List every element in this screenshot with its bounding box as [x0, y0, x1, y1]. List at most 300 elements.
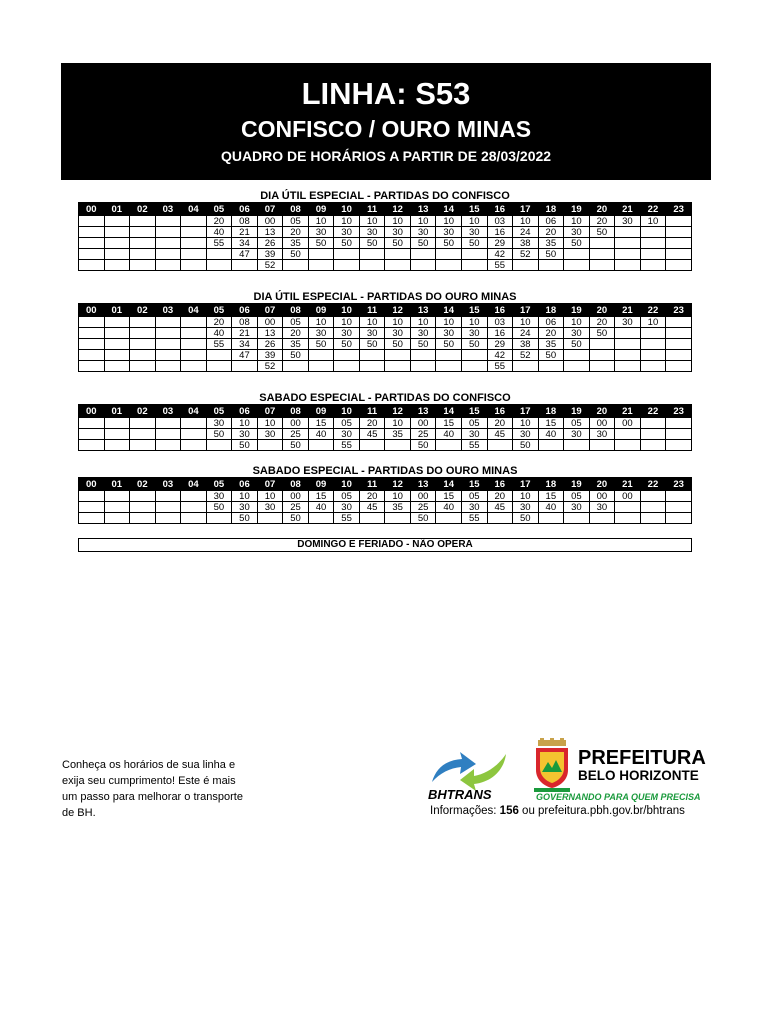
- departure-minute-cell: [640, 361, 666, 372]
- departure-minute-cell: 15: [436, 418, 462, 429]
- departure-minute-cell: 10: [513, 317, 539, 328]
- departure-minute-cell: [130, 227, 156, 238]
- departure-minute-cell: [308, 361, 334, 372]
- departure-minute-cell: 30: [334, 429, 360, 440]
- departure-minute-cell: [615, 339, 641, 350]
- hour-header-cell: 10: [334, 203, 360, 216]
- departure-minute-cell: [181, 418, 207, 429]
- hour-header-cell: 04: [181, 304, 207, 317]
- departure-minute-cell: [640, 350, 666, 361]
- departure-minute-cell: [436, 260, 462, 271]
- departure-minute-cell: 30: [564, 429, 590, 440]
- departure-minute-cell: 30: [461, 328, 487, 339]
- departure-minute-cell: 35: [538, 339, 564, 350]
- departure-minute-cell: 15: [436, 491, 462, 502]
- departure-minute-cell: [359, 260, 385, 271]
- departure-minute-cell: [359, 440, 385, 451]
- hour-header-cell: 08: [283, 478, 309, 491]
- departure-minute-cell: 20: [487, 491, 513, 502]
- hour-header-cell: 04: [181, 478, 207, 491]
- departure-minute-cell: [385, 361, 411, 372]
- departure-minute-cell: [308, 513, 334, 524]
- departure-minute-cell: [206, 350, 232, 361]
- hour-header-cell: 20: [589, 304, 615, 317]
- departure-minute-cell: [181, 227, 207, 238]
- departure-minute-cell: 26: [257, 238, 283, 249]
- departure-minute-cell: 10: [513, 418, 539, 429]
- departure-minute-cell: 50: [564, 339, 590, 350]
- departure-minute-cell: 00: [615, 418, 641, 429]
- hour-header-row: [79, 478, 692, 491]
- pbh-coat-of-arms-icon: [532, 738, 706, 802]
- footer-message-line: um passo para melhorar o transporte: [62, 791, 243, 803]
- departure-minute-cell: 10: [564, 317, 590, 328]
- departure-minute-cell: [181, 328, 207, 339]
- departure-minute-cell: [104, 513, 130, 524]
- departure-minute-cell: [359, 513, 385, 524]
- departure-minute-cell: [308, 249, 334, 260]
- departure-minute-cell: 05: [283, 216, 309, 227]
- table-row: [79, 440, 692, 451]
- departure-minute-cell: 20: [206, 216, 232, 227]
- departure-minute-cell: 10: [513, 491, 539, 502]
- departure-minute-cell: 55: [461, 440, 487, 451]
- departure-minute-cell: 06: [538, 216, 564, 227]
- departure-minute-cell: 05: [461, 418, 487, 429]
- departure-minute-cell: 15: [538, 491, 564, 502]
- departure-minute-cell: 55: [487, 260, 513, 271]
- departure-minute-cell: 10: [461, 216, 487, 227]
- departure-minute-cell: 30: [410, 227, 436, 238]
- departure-minute-cell: [385, 249, 411, 260]
- departure-minute-cell: [104, 361, 130, 372]
- departure-minute-cell: 30: [564, 227, 590, 238]
- departure-minute-cell: 30: [206, 418, 232, 429]
- departure-minute-cell: 20: [359, 418, 385, 429]
- departure-minute-cell: 50: [538, 249, 564, 260]
- table-row: [79, 491, 692, 502]
- departure-minute-cell: 10: [359, 317, 385, 328]
- hour-header-cell: 15: [461, 304, 487, 317]
- departure-minute-cell: 30: [615, 317, 641, 328]
- table-row: [79, 227, 692, 238]
- hour-header-cell: 05: [206, 203, 232, 216]
- hour-header-cell: 01: [104, 405, 130, 418]
- hour-header-cell: 14: [436, 405, 462, 418]
- timetable: [78, 303, 692, 372]
- departure-minute-cell: 30: [385, 227, 411, 238]
- departure-minute-cell: [640, 339, 666, 350]
- departure-minute-cell: [615, 238, 641, 249]
- departure-minute-cell: [181, 361, 207, 372]
- departure-minute-cell: [589, 350, 615, 361]
- departure-minute-cell: 30: [513, 429, 539, 440]
- departure-minute-cell: 10: [564, 216, 590, 227]
- hour-header-cell: 13: [410, 405, 436, 418]
- departure-minute-cell: [666, 317, 692, 328]
- departure-minute-cell: [461, 361, 487, 372]
- sunday-holiday-notice: DOMINGO E FERIADO - NÃO OPERA: [78, 538, 692, 552]
- departure-minute-cell: [155, 317, 181, 328]
- hour-header-cell: 10: [334, 304, 360, 317]
- departure-minute-cell: 50: [513, 440, 539, 451]
- hour-header-cell: 00: [79, 405, 105, 418]
- departure-minute-cell: 50: [283, 249, 309, 260]
- departure-minute-cell: [564, 440, 590, 451]
- departure-minute-cell: [640, 227, 666, 238]
- hour-header-cell: 19: [564, 478, 590, 491]
- departure-minute-cell: 00: [257, 317, 283, 328]
- departure-minute-cell: 10: [461, 317, 487, 328]
- departure-minute-cell: [385, 440, 411, 451]
- departure-minute-cell: [181, 339, 207, 350]
- departure-minute-cell: 35: [385, 502, 411, 513]
- departure-minute-cell: 15: [308, 491, 334, 502]
- departure-minute-cell: 47: [232, 249, 258, 260]
- hour-header-cell: 07: [257, 203, 283, 216]
- departure-minute-cell: 50: [283, 440, 309, 451]
- departure-minute-cell: [130, 361, 156, 372]
- departure-minute-cell: [564, 260, 590, 271]
- hour-header-row: [79, 405, 692, 418]
- departure-minute-cell: [615, 249, 641, 260]
- departure-minute-cell: [615, 350, 641, 361]
- table-row: [79, 238, 692, 249]
- footer-message-line: de BH.: [62, 807, 96, 819]
- departure-minute-cell: [155, 350, 181, 361]
- footer-message-line: Conheça os horários de sua linha e: [62, 759, 236, 771]
- departure-minute-cell: 30: [589, 429, 615, 440]
- departure-minute-cell: 20: [538, 227, 564, 238]
- hour-header-cell: 02: [130, 203, 156, 216]
- departure-minute-cell: [564, 361, 590, 372]
- departure-minute-cell: 50: [410, 339, 436, 350]
- departure-minute-cell: 42: [487, 249, 513, 260]
- departure-minute-cell: [385, 350, 411, 361]
- departure-minute-cell: [436, 513, 462, 524]
- departure-minute-cell: 35: [283, 238, 309, 249]
- hour-header-cell: 06: [232, 405, 258, 418]
- table-row: [79, 249, 692, 260]
- departure-minute-cell: 55: [334, 440, 360, 451]
- departure-minute-cell: [436, 361, 462, 372]
- departure-minute-cell: 05: [334, 491, 360, 502]
- departure-minute-cell: [79, 227, 105, 238]
- departure-minute-cell: [538, 513, 564, 524]
- departure-minute-cell: 10: [334, 317, 360, 328]
- departure-minute-cell: [155, 429, 181, 440]
- hour-header-cell: 19: [564, 203, 590, 216]
- departure-minute-cell: [104, 491, 130, 502]
- departure-minute-cell: 50: [206, 429, 232, 440]
- departure-minute-cell: 30: [564, 502, 590, 513]
- hour-header-cell: 14: [436, 203, 462, 216]
- departure-minute-cell: [615, 502, 641, 513]
- departure-minute-cell: 40: [436, 429, 462, 440]
- departure-minute-cell: [564, 249, 590, 260]
- hour-header-cell: 06: [232, 478, 258, 491]
- departure-minute-cell: 24: [513, 227, 539, 238]
- contact-phone: 156: [499, 805, 519, 817]
- departure-minute-cell: 30: [308, 328, 334, 339]
- departure-minute-cell: 20: [283, 328, 309, 339]
- departure-minute-cell: [589, 238, 615, 249]
- departure-minute-cell: 08: [232, 317, 258, 328]
- hour-header-cell: 17: [513, 478, 539, 491]
- departure-minute-cell: 30: [257, 502, 283, 513]
- departure-minute-cell: [181, 238, 207, 249]
- departure-minute-cell: 35: [538, 238, 564, 249]
- hour-header-cell: 11: [359, 304, 385, 317]
- departure-minute-cell: [513, 260, 539, 271]
- departure-minute-cell: [513, 361, 539, 372]
- departure-minute-cell: [666, 339, 692, 350]
- bhtrans-logo: [426, 742, 512, 802]
- hour-header-cell: 00: [79, 304, 105, 317]
- hour-header-cell: 05: [206, 478, 232, 491]
- departure-minute-cell: 50: [513, 513, 539, 524]
- departure-minute-cell: 52: [513, 350, 539, 361]
- departure-minute-cell: [538, 361, 564, 372]
- departure-minute-cell: [181, 513, 207, 524]
- hour-header-cell: 21: [615, 304, 641, 317]
- departure-minute-cell: 10: [513, 216, 539, 227]
- departure-minute-cell: 10: [640, 317, 666, 328]
- hour-header-cell: 13: [410, 478, 436, 491]
- departure-minute-cell: 50: [308, 339, 334, 350]
- timetable: [78, 477, 692, 524]
- departure-minute-cell: [79, 502, 105, 513]
- departure-minute-cell: [130, 317, 156, 328]
- hour-header-cell: 16: [487, 405, 513, 418]
- departure-minute-cell: [359, 361, 385, 372]
- departure-minute-cell: 47: [232, 350, 258, 361]
- departure-minute-cell: 10: [334, 216, 360, 227]
- departure-minute-cell: [283, 361, 309, 372]
- weekday-confisco-section: [78, 190, 692, 271]
- departure-minute-cell: 30: [385, 328, 411, 339]
- hour-header-cell: 09: [308, 405, 334, 418]
- hour-header-cell: 03: [155, 405, 181, 418]
- table-row: [79, 429, 692, 440]
- departure-minute-cell: 13: [257, 328, 283, 339]
- line-title: LINHA: S53: [301, 76, 471, 111]
- hour-header-cell: 21: [615, 405, 641, 418]
- departure-minute-cell: [589, 440, 615, 451]
- departure-minute-cell: 50: [232, 440, 258, 451]
- departure-minute-cell: [79, 339, 105, 350]
- hour-header-cell: 12: [385, 203, 411, 216]
- hour-header-cell: 13: [410, 203, 436, 216]
- hour-header-cell: 22: [640, 405, 666, 418]
- departure-minute-cell: [104, 260, 130, 271]
- departure-minute-cell: [640, 238, 666, 249]
- departure-minute-cell: 50: [308, 238, 334, 249]
- departure-minute-cell: 55: [334, 513, 360, 524]
- departure-minute-cell: [130, 513, 156, 524]
- departure-minute-cell: [666, 418, 692, 429]
- departure-minute-cell: 05: [564, 491, 590, 502]
- departure-minute-cell: 50: [410, 238, 436, 249]
- table-row: [79, 350, 692, 361]
- timetable: [78, 202, 692, 271]
- departure-minute-cell: 20: [589, 317, 615, 328]
- departure-minute-cell: [130, 429, 156, 440]
- departure-minute-cell: [666, 216, 692, 227]
- departure-minute-cell: 15: [308, 418, 334, 429]
- departure-minute-cell: 10: [410, 317, 436, 328]
- departure-minute-cell: 26: [257, 339, 283, 350]
- hour-header-cell: 22: [640, 203, 666, 216]
- departure-minute-cell: [666, 361, 692, 372]
- hour-header-cell: 02: [130, 478, 156, 491]
- departure-minute-cell: 40: [538, 502, 564, 513]
- departure-minute-cell: [155, 491, 181, 502]
- departure-minute-cell: 03: [487, 216, 513, 227]
- departure-minute-cell: 00: [410, 418, 436, 429]
- departure-minute-cell: 52: [257, 260, 283, 271]
- departure-minute-cell: 16: [487, 227, 513, 238]
- departure-minute-cell: 30: [232, 502, 258, 513]
- departure-minute-cell: 10: [385, 216, 411, 227]
- departure-minute-cell: 50: [564, 238, 590, 249]
- departure-minute-cell: [130, 502, 156, 513]
- section-title: SABADO ESPECIAL - PARTIDAS DO CONFISCO: [259, 392, 511, 404]
- hour-header-cell: 12: [385, 478, 411, 491]
- departure-minute-cell: 00: [257, 216, 283, 227]
- departure-minute-cell: 21: [232, 227, 258, 238]
- departure-minute-cell: [666, 249, 692, 260]
- departure-minute-cell: [155, 440, 181, 451]
- departure-minute-cell: 00: [589, 491, 615, 502]
- hour-header-cell: 11: [359, 405, 385, 418]
- departure-minute-cell: 00: [589, 418, 615, 429]
- departure-minute-cell: [155, 361, 181, 372]
- bhtrans-wordmark: BHTRANS: [428, 787, 492, 802]
- departure-minute-cell: [589, 260, 615, 271]
- hour-header-cell: 17: [513, 304, 539, 317]
- pbh-wordmark-line2: BELO HORIZONTE: [578, 768, 699, 783]
- departure-minute-cell: [640, 440, 666, 451]
- hour-header-cell: 23: [666, 203, 692, 216]
- hour-header-cell: 04: [181, 405, 207, 418]
- hour-header-cell: 11: [359, 203, 385, 216]
- departure-minute-cell: 35: [283, 339, 309, 350]
- departure-minute-cell: [130, 491, 156, 502]
- departure-minute-cell: [615, 513, 641, 524]
- departure-minute-cell: [461, 350, 487, 361]
- departure-minute-cell: 21: [232, 328, 258, 339]
- departure-minute-cell: [206, 260, 232, 271]
- departure-minute-cell: 20: [589, 216, 615, 227]
- hour-header-cell: 19: [564, 405, 590, 418]
- hour-header-cell: 23: [666, 304, 692, 317]
- departure-minute-cell: 30: [359, 328, 385, 339]
- departure-minute-cell: 38: [513, 339, 539, 350]
- contact-website: ou prefeitura.pbh.gov.br/bhtrans: [518, 805, 685, 817]
- departure-minute-cell: [206, 513, 232, 524]
- departure-minute-cell: [79, 429, 105, 440]
- departure-minute-cell: [640, 328, 666, 339]
- hour-header-cell: 07: [257, 478, 283, 491]
- departure-minute-cell: [615, 440, 641, 451]
- table-row: [79, 260, 692, 271]
- departure-minute-cell: 40: [308, 429, 334, 440]
- pbh-logo: [532, 738, 706, 802]
- footer-message-line: exija seu cumprimento! Este é mais: [62, 775, 236, 787]
- departure-minute-cell: [79, 513, 105, 524]
- departure-minute-cell: 40: [436, 502, 462, 513]
- departure-minute-cell: 20: [538, 328, 564, 339]
- section-title: SABADO ESPECIAL - PARTIDAS DO OURO MINAS: [252, 465, 518, 477]
- hour-header-cell: 01: [104, 304, 130, 317]
- route-title: CONFISCO / OURO MINAS: [240, 116, 532, 142]
- departure-minute-cell: 10: [359, 216, 385, 227]
- departure-minute-cell: 30: [334, 227, 360, 238]
- departure-minute-cell: 30: [359, 227, 385, 238]
- departure-minute-cell: 25: [283, 502, 309, 513]
- departure-minute-cell: 50: [334, 238, 360, 249]
- departure-minute-cell: [257, 440, 283, 451]
- departure-minute-cell: 30: [232, 429, 258, 440]
- departure-minute-cell: [666, 328, 692, 339]
- departure-minute-cell: 55: [487, 361, 513, 372]
- departure-minute-cell: [104, 429, 130, 440]
- departure-minute-cell: 30: [410, 328, 436, 339]
- departure-minute-cell: [666, 238, 692, 249]
- hour-header-cell: 06: [232, 203, 258, 216]
- departure-minute-cell: [130, 216, 156, 227]
- hour-header-cell: 04: [181, 203, 207, 216]
- departure-minute-cell: [308, 440, 334, 451]
- hour-header-cell: 09: [308, 304, 334, 317]
- hour-header-cell: 17: [513, 203, 539, 216]
- table-row: [79, 513, 692, 524]
- departure-minute-cell: 34: [232, 339, 258, 350]
- departure-minute-cell: 06: [538, 317, 564, 328]
- departure-minute-cell: 10: [308, 216, 334, 227]
- departure-minute-cell: [206, 361, 232, 372]
- departure-minute-cell: 30: [206, 491, 232, 502]
- departure-minute-cell: 50: [283, 513, 309, 524]
- departure-minute-cell: [155, 328, 181, 339]
- departure-minute-cell: [181, 249, 207, 260]
- departure-minute-cell: [79, 249, 105, 260]
- departure-minute-cell: [538, 260, 564, 271]
- hour-header-cell: 14: [436, 304, 462, 317]
- departure-minute-cell: [589, 339, 615, 350]
- departure-minute-cell: 30: [589, 502, 615, 513]
- departure-minute-cell: [257, 513, 283, 524]
- departure-minute-cell: [155, 216, 181, 227]
- hour-header-cell: 19: [564, 304, 590, 317]
- departure-minute-cell: [359, 350, 385, 361]
- departure-minute-cell: [615, 227, 641, 238]
- departure-minute-cell: 40: [206, 227, 232, 238]
- departure-minute-cell: 10: [410, 216, 436, 227]
- pbh-wordmark-line1: PREFEITURA: [578, 747, 706, 769]
- departure-minute-cell: 50: [385, 238, 411, 249]
- hour-header-cell: 08: [283, 405, 309, 418]
- hour-header-cell: 21: [615, 203, 641, 216]
- departure-minute-cell: [461, 249, 487, 260]
- hour-header-cell: 21: [615, 478, 641, 491]
- departure-minute-cell: 50: [410, 440, 436, 451]
- departure-minute-cell: [283, 260, 309, 271]
- departure-minute-cell: [79, 361, 105, 372]
- departure-minute-cell: 10: [257, 491, 283, 502]
- departure-minute-cell: [615, 260, 641, 271]
